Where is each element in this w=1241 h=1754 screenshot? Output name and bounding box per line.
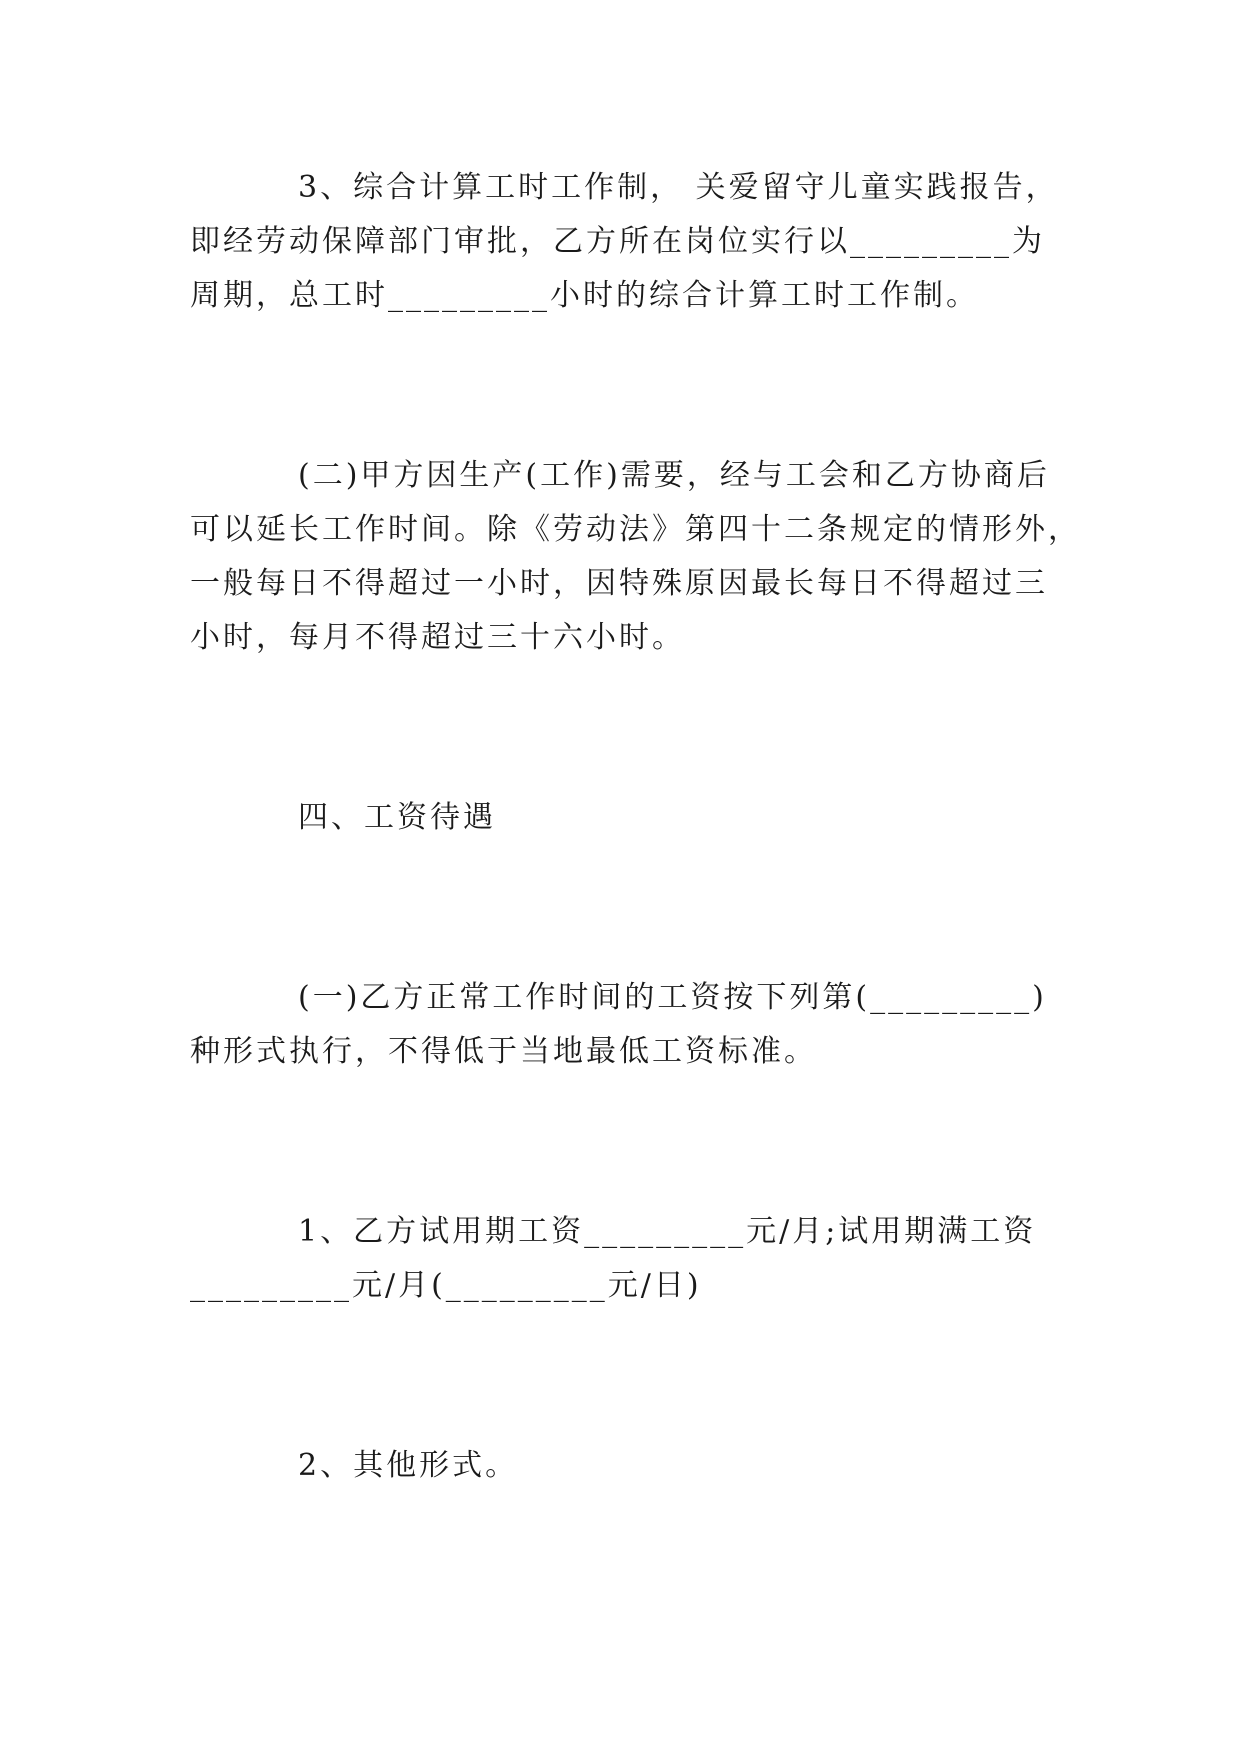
p1-line-2: 即经劳动保障部门审批，乙方所在岗位实行以_________为 (190, 224, 1045, 259)
p2-line-4: 小时，每月不得超过三十六小时。 (190, 620, 685, 655)
p4-line-2: 种形式执行，不得低于当地最低工资标准。 (190, 1034, 817, 1069)
p2-line-3: 一般每日不得超过一小时，因特殊原因最长每日不得超过三 (190, 566, 1048, 601)
p1-line-3: 周期，总工时_________小时的综合计算工时工作制。 (190, 278, 979, 313)
p5-line-2: _________元/月(_________元/日) (190, 1268, 702, 1303)
p5-line-1: 1、乙方试用期工资_________元/月;试用期满工资 (298, 1214, 1037, 1249)
p2-line-1: (二)甲方因生产(工作)需要，经与工会和乙方协商后 (298, 458, 1050, 493)
p2-line-2: 可以延长工作时间。除《劳动法》第四十二条规定的情形外， (190, 512, 1081, 547)
p6-line-1: 2、其他形式。 (298, 1448, 519, 1483)
p1-line-1: 3、综合计算工时工作制， 关爱留守儿童实践报告， (298, 170, 1059, 205)
section-heading: 四、工资待遇 (298, 800, 496, 835)
p4-line-1: (一)乙方正常工作时间的工资按下列第(_________) (298, 980, 1047, 1015)
